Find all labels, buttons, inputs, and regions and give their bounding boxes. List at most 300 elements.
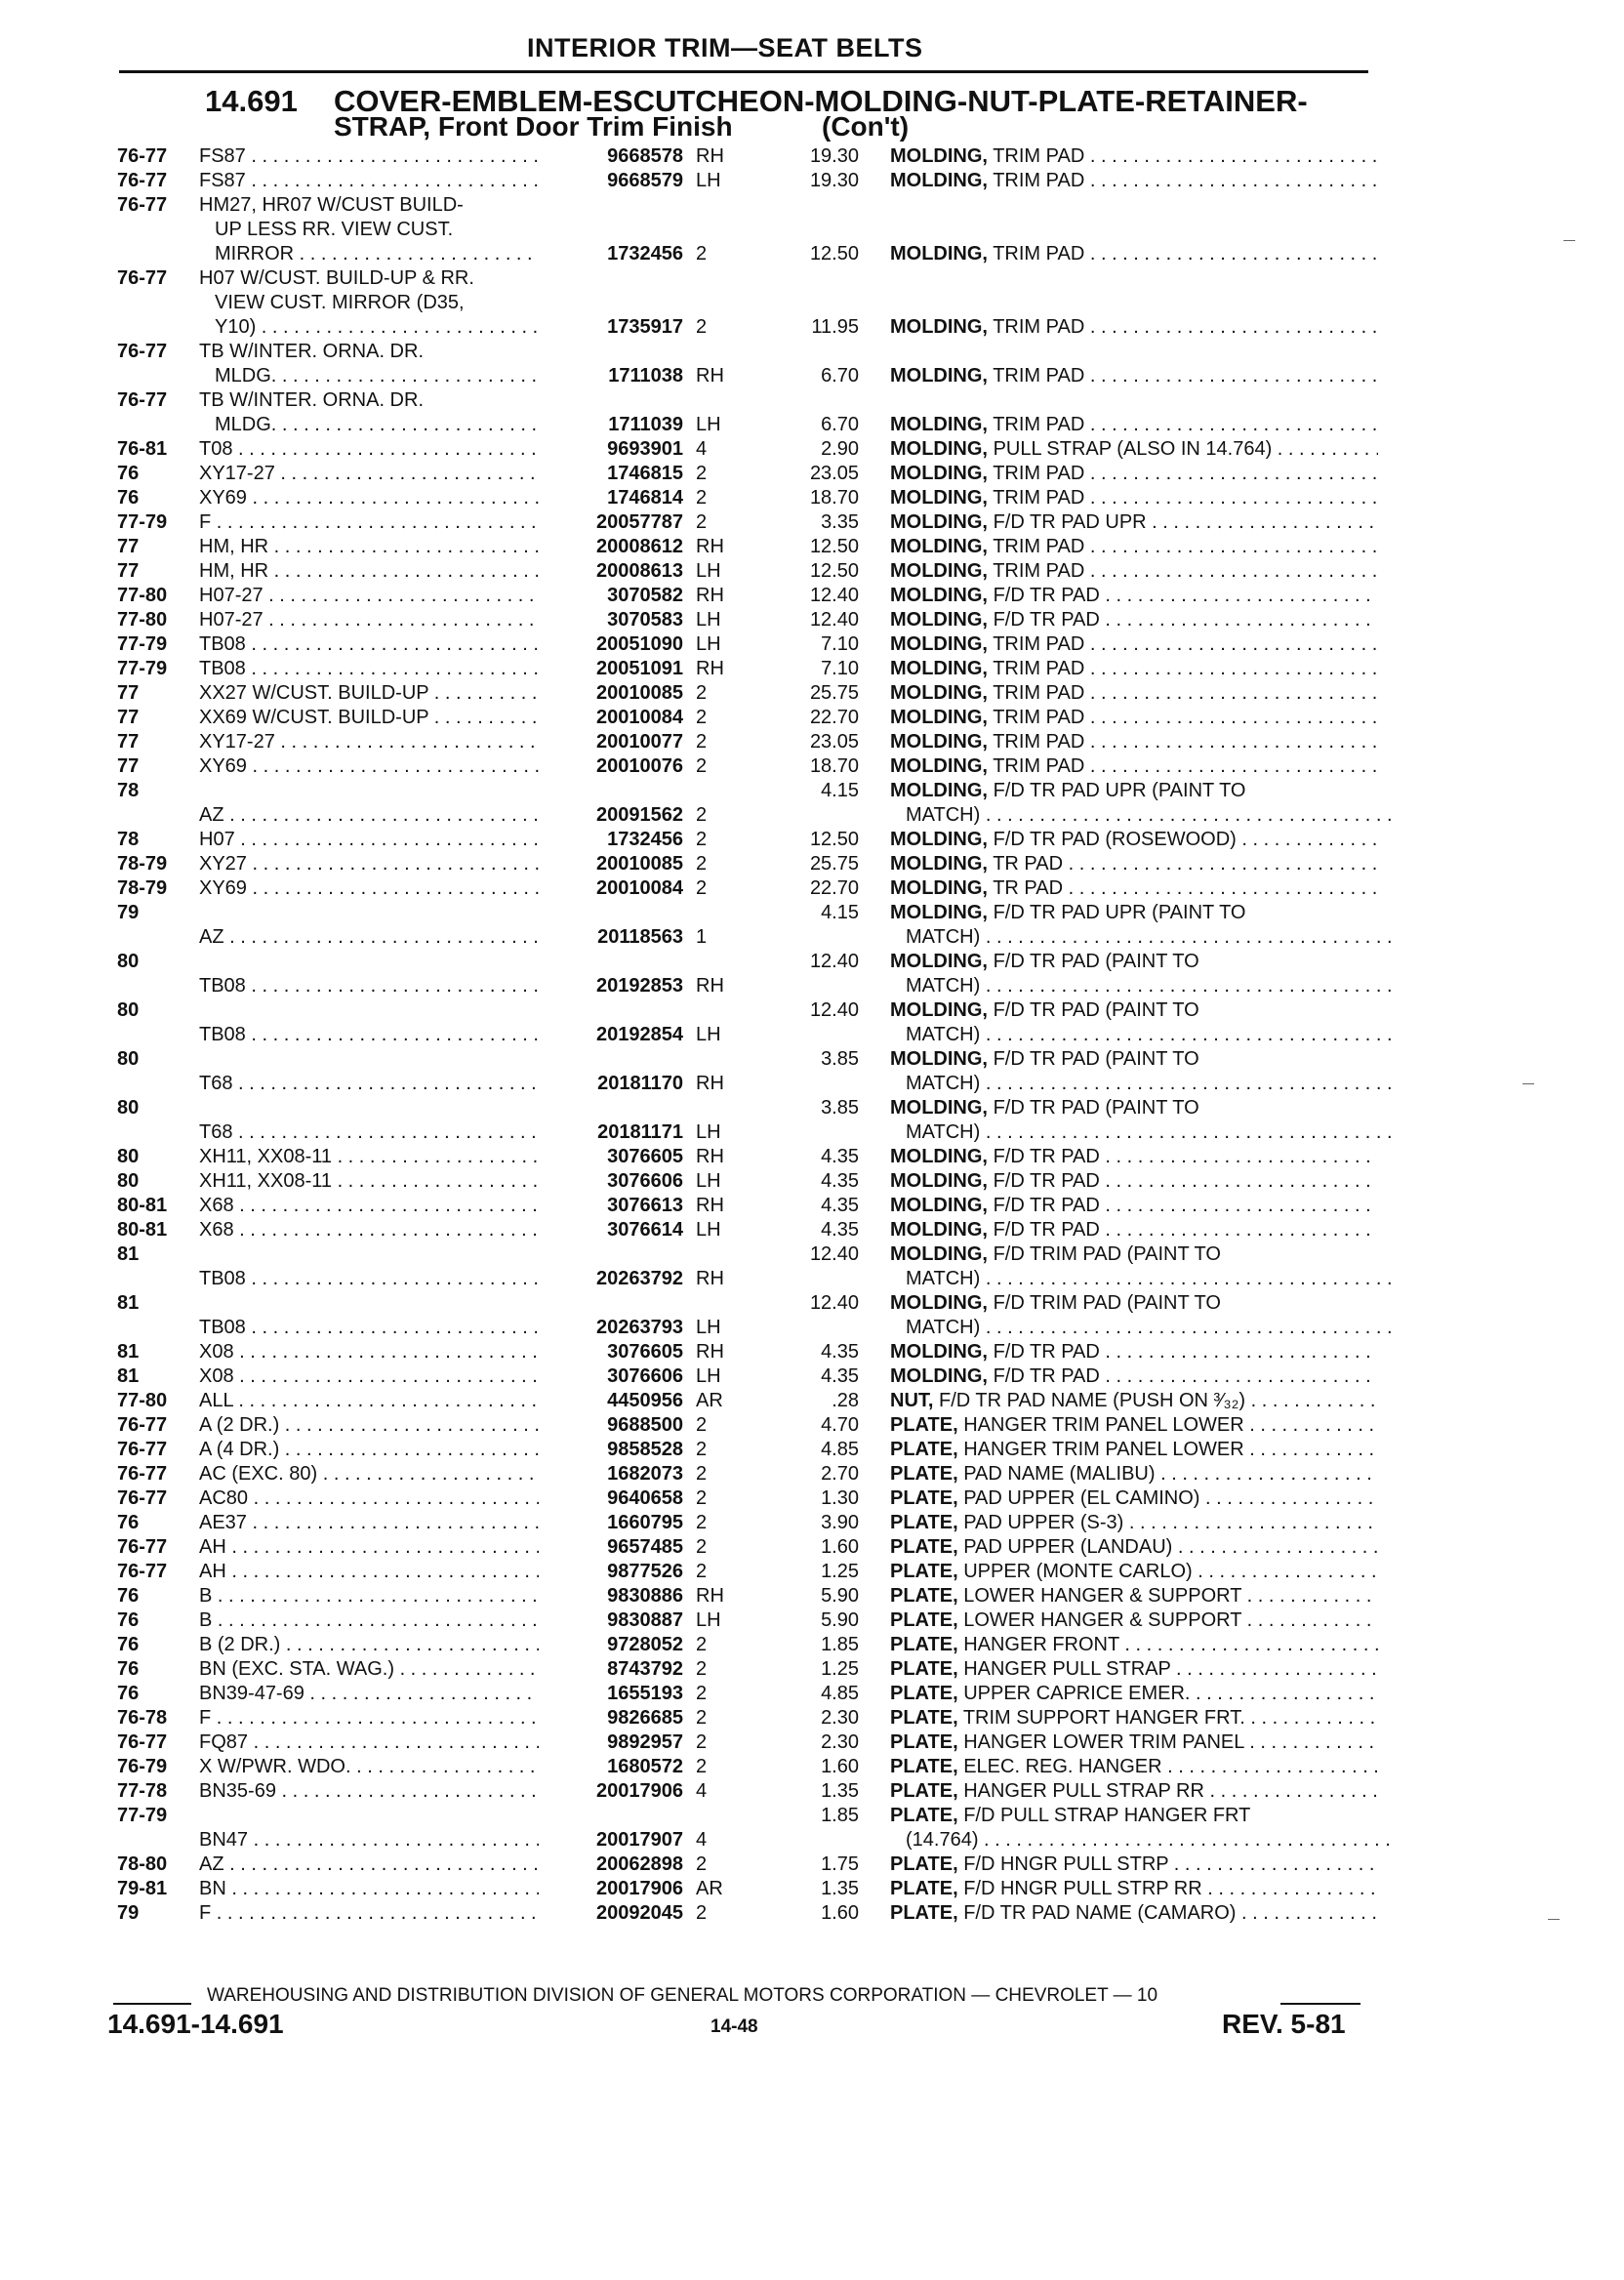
description-text: F/D TR PAD UPR (PAINT TO <box>993 902 1246 923</box>
description-category: MOLDING, <box>890 902 988 923</box>
description-cell <box>890 1462 1378 1486</box>
description-category: PLATE, <box>890 1512 958 1533</box>
quantity: 2 <box>696 1683 708 1704</box>
section-continued: (Con't) <box>822 111 910 142</box>
price: 6.70 <box>821 414 859 435</box>
description-cell <box>890 681 1378 706</box>
table-row <box>0 779 1624 828</box>
description-text: F/D TR PAD (PAINT TO <box>993 1097 1199 1119</box>
description-text: F/D HNGR PULL STRP <box>963 1853 1169 1875</box>
description-category: MOLDING, <box>890 1292 988 1314</box>
table-row <box>0 1169 1624 1194</box>
quantity: 2 <box>696 877 708 899</box>
quantity: 2 <box>696 511 708 533</box>
year-range: 76-77 <box>117 267 168 289</box>
year-range: 77-80 <box>117 609 168 631</box>
model-text: T68 . . . <box>199 1120 539 1145</box>
description-category: PLATE, <box>890 1780 958 1802</box>
part-number: 20010077 <box>596 731 683 753</box>
table-row <box>0 852 1624 876</box>
part-number: 20017906 <box>596 1878 683 1899</box>
model-cell <box>199 1096 539 1145</box>
description-cell <box>890 901 1378 950</box>
model-cell <box>199 1169 539 1194</box>
price: 4.35 <box>821 1365 859 1387</box>
description-category: MOLDING, <box>890 170 988 191</box>
description-text: TRIM PAD <box>993 414 1085 435</box>
quantity: 4 <box>696 1780 708 1802</box>
description-cell <box>890 1340 1378 1364</box>
price: 19.30 <box>809 145 859 167</box>
part-number: 20051091 <box>596 658 683 679</box>
model-text: XY69 . . . <box>199 754 539 779</box>
table-row <box>0 901 1624 950</box>
description-text: TRIM PAD <box>993 731 1085 753</box>
description-text: (14.764) <box>906 1829 979 1851</box>
description-cell <box>890 1486 1378 1511</box>
quantity: 2 <box>696 1512 708 1533</box>
table-row <box>0 1511 1624 1535</box>
model-text: F . . . <box>199 510 539 535</box>
description-category: MOLDING, <box>890 951 988 972</box>
price: 5.90 <box>821 1609 859 1631</box>
part-number: 20010084 <box>596 707 683 728</box>
year-range: 77-79 <box>117 658 168 679</box>
part-number: 9640658 <box>607 1487 683 1509</box>
price: 4.15 <box>821 902 859 923</box>
year-range: 76-77 <box>117 1487 168 1509</box>
model-text: AH . . . <box>199 1535 539 1560</box>
table-row <box>0 1194 1624 1218</box>
table-row <box>0 1755 1624 1779</box>
price: .28 <box>832 1390 859 1411</box>
model-text: HM, HR . . . <box>199 559 539 584</box>
model-cell <box>199 1462 539 1486</box>
description-cell <box>890 437 1378 462</box>
table-row <box>0 559 1624 584</box>
table-row <box>0 730 1624 754</box>
description-cell <box>890 1682 1378 1706</box>
table-row <box>0 1901 1624 1926</box>
description-category: MOLDING, <box>890 1365 988 1387</box>
section-title-line2: STRAP, Front Door Trim Finish <box>334 111 733 142</box>
table-row <box>0 1657 1624 1682</box>
year-range: 77-79 <box>117 633 168 655</box>
description-cell <box>890 1047 1378 1096</box>
model-cell <box>199 169 539 193</box>
price: 12.40 <box>809 999 859 1021</box>
table-row <box>0 1242 1624 1291</box>
description-cell <box>890 1413 1378 1438</box>
description-text: PAD NAME (MALIBU) <box>963 1463 1156 1485</box>
part-number: 9668579 <box>607 170 683 191</box>
part-number: 20017906 <box>596 1780 683 1802</box>
model-text: FS87 . . . <box>199 144 539 169</box>
table-row <box>0 657 1624 681</box>
quantity: LH <box>696 1219 721 1241</box>
model-cell <box>199 998 539 1047</box>
description-cell <box>890 364 1378 388</box>
description-text: F/D TR PAD <box>993 1146 1100 1167</box>
quantity: 2 <box>696 1707 708 1729</box>
table-row <box>0 1877 1624 1901</box>
description-cell <box>890 1901 1378 1926</box>
table-row <box>0 608 1624 632</box>
description-text: MATCH) <box>906 1073 981 1094</box>
table-row <box>0 486 1624 510</box>
model-text: AC (EXC. 80) . . . <box>199 1462 539 1486</box>
model-cell <box>199 706 539 730</box>
quantity: 2 <box>696 1853 708 1875</box>
quantity: 2 <box>696 1731 708 1753</box>
margin-tick <box>1522 1083 1534 1084</box>
model-cell <box>199 584 539 608</box>
model-text: H07-27 . . . <box>199 584 539 608</box>
description-category: PLATE, <box>890 1634 958 1655</box>
model-text: H07-27 . . . <box>199 608 539 632</box>
model-cell <box>199 1608 539 1633</box>
description-text: MATCH) <box>906 975 981 997</box>
model-text: BN35-69 . . . <box>199 1779 539 1804</box>
year-range: 81 <box>117 1243 140 1265</box>
year-range: 76-77 <box>117 194 168 216</box>
description-text: F/D TR PAD <box>993 1365 1100 1387</box>
year-range: 80-81 <box>117 1195 168 1216</box>
price: 1.60 <box>821 1902 859 1924</box>
price: 5.90 <box>821 1585 859 1607</box>
description-category: MOLDING, <box>890 365 988 387</box>
part-number: 20051090 <box>596 633 683 655</box>
year-range: 80 <box>117 951 140 972</box>
model-text: TB W/INTER. ORNA. DR. <box>199 389 424 411</box>
table-row <box>0 1340 1624 1364</box>
quantity: 2 <box>696 316 708 338</box>
model-cell <box>199 193 539 266</box>
quantity: RH <box>696 365 724 387</box>
description-cell <box>890 1608 1378 1633</box>
price: 22.70 <box>809 877 859 899</box>
year-range: 81 <box>117 1365 140 1387</box>
description-category: MOLDING, <box>890 1146 988 1167</box>
table-row <box>0 1218 1624 1242</box>
model-text: BN39-47-69 . . . <box>199 1682 539 1706</box>
description-text: HANGER TRIM PANEL LOWER <box>963 1414 1244 1436</box>
model-cell <box>199 1145 539 1169</box>
model-text: UP LESS RR. VIEW CUST. <box>215 219 454 240</box>
description-cell <box>890 950 1378 998</box>
quantity: RH <box>696 536 724 557</box>
table-row <box>0 1438 1624 1462</box>
description-category: MOLDING, <box>890 414 988 435</box>
quantity: 2 <box>696 1487 708 1509</box>
part-number: 20181170 <box>597 1073 683 1094</box>
price: 1.30 <box>821 1487 859 1509</box>
model-cell <box>199 901 539 950</box>
description-text: MATCH) <box>906 1121 981 1143</box>
quantity: 2 <box>696 1561 708 1582</box>
description-text: TRIM PAD <box>993 658 1085 679</box>
year-range: 76-77 <box>117 341 168 362</box>
description-text: F/D TR PAD <box>993 585 1100 606</box>
year-range: 77 <box>117 536 140 557</box>
description-category: MOLDING, <box>890 145 988 167</box>
price: 12.40 <box>809 1292 859 1314</box>
model-cell <box>199 1657 539 1682</box>
price: 11.95 <box>811 316 859 338</box>
footer-revision: REV. 5-81 <box>1222 2009 1346 2039</box>
description-category: MOLDING, <box>890 1341 988 1363</box>
description-text: PULL STRAP (ALSO IN 14.764) <box>993 438 1273 460</box>
quantity: LH <box>696 1365 721 1387</box>
quantity: LH <box>696 170 721 191</box>
price: 4.85 <box>821 1683 859 1704</box>
year-range: 80 <box>117 999 140 1021</box>
description-category: MOLDING, <box>890 1219 988 1241</box>
description-text: MATCH) <box>906 926 981 948</box>
description-cell <box>890 754 1378 779</box>
model-cell <box>199 1901 539 1926</box>
price: 4.35 <box>821 1146 859 1167</box>
model-text: TB08 . . . <box>199 1267 539 1291</box>
part-number: 20181171 <box>597 1121 683 1143</box>
part-number: 9668578 <box>607 145 683 167</box>
model-text: TB08 . . . <box>199 632 539 657</box>
description-text: HANGER FRONT <box>963 1634 1119 1655</box>
model-cell <box>199 1511 539 1535</box>
table-row <box>0 144 1624 169</box>
quantity: 2 <box>696 1414 708 1436</box>
description-category: MOLDING, <box>890 755 988 777</box>
description-text: F/D TRIM PAD (PAINT TO <box>993 1292 1221 1314</box>
part-number: 3076606 <box>607 1170 683 1192</box>
model-cell <box>199 632 539 657</box>
description-text: ELEC. REG. HANGER <box>963 1756 1162 1777</box>
description-cell <box>890 1633 1378 1657</box>
model-cell <box>199 1633 539 1657</box>
table-row <box>0 193 1624 266</box>
description-text: HANGER TRIM PANEL LOWER <box>963 1439 1244 1460</box>
description-cell <box>890 1535 1378 1560</box>
table-row <box>0 1706 1624 1730</box>
model-text: VIEW CUST. MIRROR (D35, <box>215 292 465 313</box>
description-cell <box>890 1657 1378 1682</box>
description-cell <box>890 657 1378 681</box>
section-title-line1: COVER-EMBLEM-ESCUTCHEON-MOLDING-NUT-PLATE-RETAINER- <box>334 84 1308 118</box>
model-text: BN . . . <box>199 1877 539 1901</box>
footer-range: 14.691-14.691 <box>107 2009 284 2039</box>
part-number: 1711039 <box>608 414 683 435</box>
description-cell <box>890 1438 1378 1462</box>
footer-rule-left <box>113 2003 191 2005</box>
year-range: 76 <box>117 1658 140 1680</box>
part-number: 1732456 <box>607 243 683 265</box>
model-text: H07 W/CUST. BUILD-UP & RR. <box>199 267 474 289</box>
part-number: 3076613 <box>607 1195 683 1216</box>
price: 12.40 <box>809 585 859 606</box>
year-range: 76-77 <box>117 145 168 167</box>
description-text: MATCH) <box>906 1024 981 1045</box>
description-category: MOLDING, <box>890 658 988 679</box>
description-text: TR PAD <box>993 853 1064 875</box>
model-cell <box>199 852 539 876</box>
description-category: MOLDING, <box>890 633 988 655</box>
price: 1.85 <box>821 1805 859 1826</box>
table-row <box>0 1413 1624 1438</box>
part-number: 20010085 <box>596 853 683 875</box>
quantity: LH <box>696 1170 721 1192</box>
price: 12.40 <box>809 609 859 631</box>
part-number: 20192854 <box>596 1024 683 1045</box>
description-cell <box>890 706 1378 730</box>
part-number: 20057787 <box>596 511 683 533</box>
description-category: MOLDING, <box>890 243 988 265</box>
model-cell <box>199 1877 539 1901</box>
model-text: AZ . . . <box>199 925 539 950</box>
description-cell <box>890 1730 1378 1755</box>
model-cell <box>199 559 539 584</box>
description-cell <box>890 1779 1378 1804</box>
model-text: AZ . . . <box>199 803 539 828</box>
description-text: F/D TR PAD <box>993 609 1100 631</box>
description-cell <box>890 1364 1378 1389</box>
year-range: 78-79 <box>117 853 168 875</box>
model-cell <box>199 510 539 535</box>
quantity: 2 <box>696 243 708 265</box>
table-row <box>0 950 1624 998</box>
description-cell <box>890 1755 1378 1779</box>
quantity: 2 <box>696 463 708 484</box>
description-cell <box>890 1389 1378 1413</box>
part-number: 1746815 <box>607 463 683 484</box>
quantity: 4 <box>696 438 708 460</box>
description-cell <box>890 169 1378 193</box>
quantity: 2 <box>696 755 708 777</box>
quantity: 2 <box>696 804 708 826</box>
model-cell <box>199 1852 539 1877</box>
model-text: X68 . . . <box>199 1218 539 1242</box>
model-cell <box>199 535 539 559</box>
model-cell <box>199 340 539 388</box>
description-text: TRIM PAD <box>993 243 1085 265</box>
description-category: MOLDING, <box>890 536 988 557</box>
description-text: TRIM PAD <box>993 633 1085 655</box>
model-text: B . . . <box>199 1584 539 1608</box>
parts-list <box>0 144 1624 1926</box>
description-cell <box>890 779 1378 828</box>
model-text: MIRROR . . . <box>199 242 539 266</box>
model-text: MLDG. . . . <box>199 413 539 437</box>
price: 18.70 <box>809 487 859 509</box>
part-number: 9728052 <box>607 1634 683 1655</box>
year-range: 76-77 <box>117 1439 168 1460</box>
model-text: A (2 DR.) . . . <box>199 1413 539 1438</box>
year-range: 76-77 <box>117 1561 168 1582</box>
model-text: TB W/INTER. ORNA. DR. <box>199 341 424 362</box>
quantity: 2 <box>696 1634 708 1655</box>
model-text: Y10) . . . <box>199 315 539 340</box>
quantity: RH <box>696 1341 724 1363</box>
price: 3.90 <box>821 1512 859 1533</box>
description-cell <box>890 559 1378 584</box>
description-text: F/D TR PAD <box>993 1341 1100 1363</box>
price: 4.35 <box>821 1195 859 1216</box>
description-text: F/D TR PAD (ROSEWOOD) <box>993 829 1237 850</box>
year-range: 77-80 <box>117 1390 168 1411</box>
quantity: LH <box>696 1609 721 1631</box>
description-cell <box>890 1194 1378 1218</box>
price: 23.05 <box>809 731 859 753</box>
table-row <box>0 1364 1624 1389</box>
model-text: XY17-27 . . . <box>199 462 539 486</box>
description-text: TRIM PAD <box>993 560 1085 582</box>
year-range: 80 <box>117 1170 140 1192</box>
description-text: LOWER HANGER & SUPPORT <box>963 1585 1242 1607</box>
quantity: 2 <box>696 487 708 509</box>
quantity: RH <box>696 1268 724 1289</box>
year-range: 81 <box>117 1341 140 1363</box>
year-range: 77 <box>117 755 140 777</box>
description-text: PAD UPPER (EL CAMINO) <box>963 1487 1200 1509</box>
model-cell <box>199 1364 539 1389</box>
description-text: HANGER PULL STRAP <box>963 1658 1171 1680</box>
quantity: LH <box>696 414 721 435</box>
year-range: 80-81 <box>117 1219 168 1241</box>
price: 1.35 <box>821 1780 859 1802</box>
year-range: 76-77 <box>117 1414 168 1436</box>
description-category: MOLDING, <box>890 829 988 850</box>
description-category: NUT, <box>890 1390 934 1411</box>
year-range: 79 <box>117 902 140 923</box>
model-text: XX27 W/CUST. BUILD-UP . . . <box>199 681 539 706</box>
quantity: 4 <box>696 1829 708 1851</box>
model-text: MLDG. . . . <box>199 364 539 388</box>
model-text: XY27 . . . <box>199 852 539 876</box>
description-text: F/D HNGR PULL STRP RR <box>963 1878 1202 1899</box>
description-category: MOLDING, <box>890 1243 988 1265</box>
year-range: 76 <box>117 1683 140 1704</box>
model-cell <box>199 1291 539 1340</box>
year-range: 76 <box>117 1585 140 1607</box>
price: 12.40 <box>809 1243 859 1265</box>
description-category: MOLDING, <box>890 560 988 582</box>
description-text: TRIM SUPPORT HANGER FRT. <box>962 1707 1245 1729</box>
price: 1.35 <box>821 1878 859 1899</box>
quantity: RH <box>696 658 724 679</box>
description-cell <box>890 1706 1378 1730</box>
model-text: BN (EXC. STA. WAG.) . . . <box>199 1657 539 1682</box>
quantity: LH <box>696 1121 721 1143</box>
model-cell <box>199 266 539 340</box>
model-text: A (4 DR.) . . . <box>199 1438 539 1462</box>
description-cell <box>890 584 1378 608</box>
part-number: 1655193 <box>607 1683 683 1704</box>
model-cell <box>199 1194 539 1218</box>
description-text: F/D TR PAD UPR (PAINT TO <box>993 780 1246 801</box>
price: 2.90 <box>821 438 859 460</box>
quantity: 2 <box>696 682 708 704</box>
margin-tick <box>1548 1919 1560 1920</box>
year-range: 81 <box>117 1292 140 1314</box>
description-category: MOLDING, <box>890 707 988 728</box>
description-cell <box>890 1877 1378 1901</box>
table-row <box>0 1633 1624 1657</box>
description-category: PLATE, <box>890 1658 958 1680</box>
page-header-title: INTERIOR TRIM—SEAT BELTS <box>527 33 923 62</box>
description-category: PLATE, <box>890 1439 958 1460</box>
description-cell <box>890 486 1378 510</box>
part-number: 20092045 <box>596 1902 683 1924</box>
footer-page-number: 14-48 <box>710 2016 758 2037</box>
